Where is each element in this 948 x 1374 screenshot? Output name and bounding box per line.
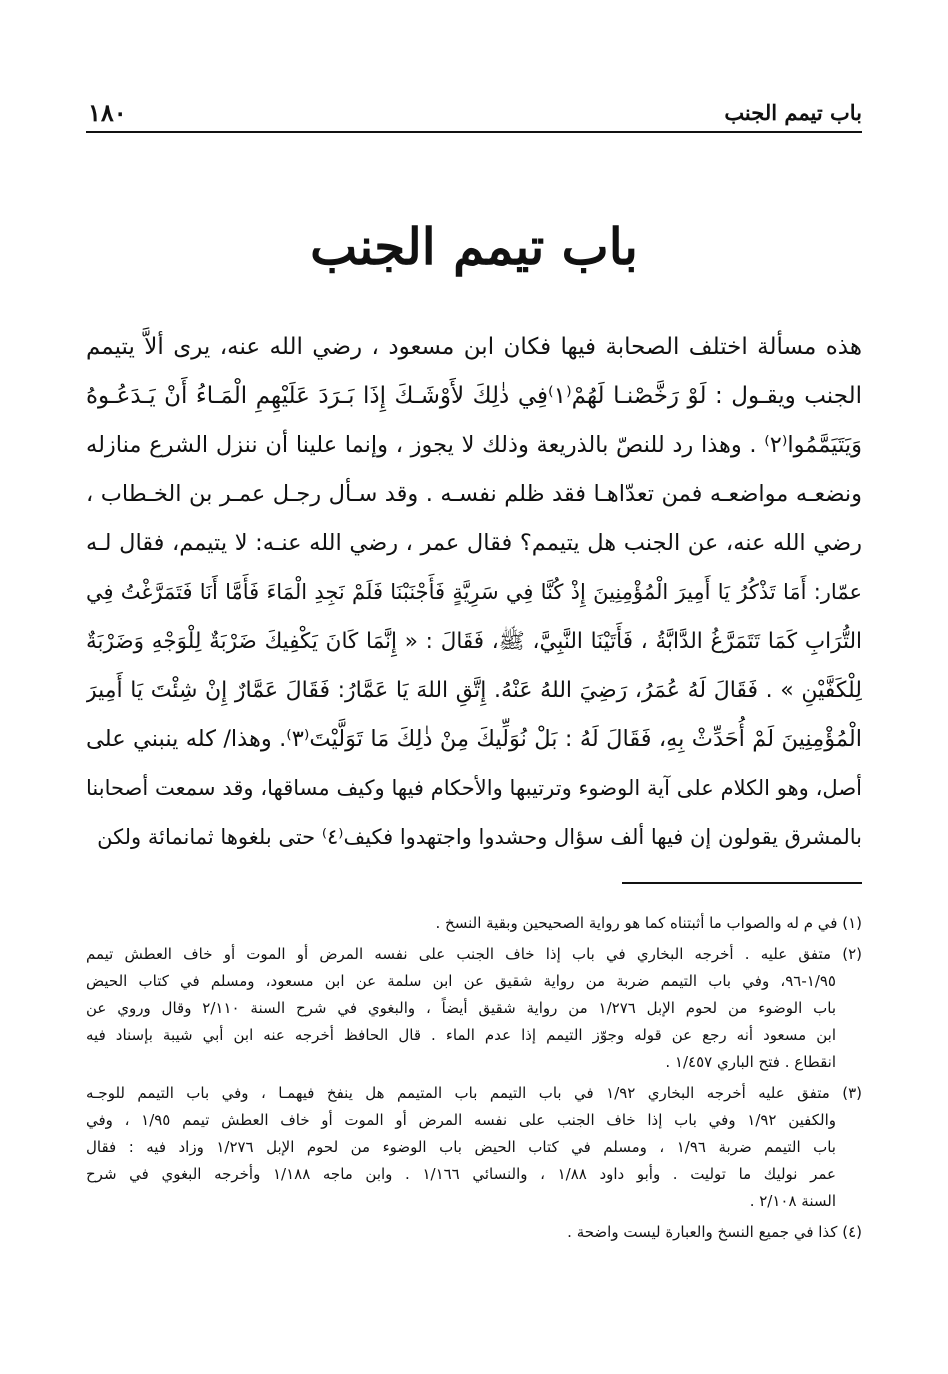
body-line: ونضعـه مواضعـه فمن تعدّاهـا فقد ظلم نفسـه . وقد سـأل رجـل عمـر بن الخـطاب ، bbox=[86, 481, 862, 507]
running-header-title: باب تيمم الجنب bbox=[724, 100, 862, 125]
footnote-3 bbox=[86, 1080, 862, 1215]
footnote-line: ابن مسعود أنه رجع عن قوله وجوّز التيمم إذا عدم الماء . قال الحافظ أخرجه عنه ابن أبي شيبة بإسناد فيه bbox=[86, 1026, 836, 1044]
footnote-line: (٤) كذا في جميع النسخ والعبارة ليست واضحة . bbox=[567, 1223, 862, 1241]
body-line: وَيَتَيَمَّمُوا⁽٢⁾ . وهذا رد للنصّ بالذريعة وذلك لا يجوز ، وإنما علينا أن ننزل الشرع منازله bbox=[86, 432, 862, 458]
chapter-title: باب تيمم الجنب bbox=[310, 217, 638, 276]
footnote-line: باب الوضوء من لحوم الإبل ١/٢٧٦ من رواية شقيق أيضاً ، والبغوي في شرح السنة ٢/١١٠ وقال وروي عن bbox=[86, 999, 836, 1017]
footnote-line: ١/٩٥-٩٦، وفي باب التيمم ضربة من رواية شقيق عن ابن سلمة عن ابن مسعود، ومسلم في كتاب الحيض bbox=[86, 972, 836, 990]
footnote-4 bbox=[86, 1219, 862, 1246]
footnote-separator bbox=[622, 882, 862, 884]
running-header bbox=[88, 100, 862, 130]
body-line: الْمُؤْمِنِينَ لَمْ أُحَدِّثْ بِهِ، فَقَالَ لَهُ : بَلْ نُوَلِّيكَ مِنْ ذٰلِكَ مَا تَوَلَّيْتَ⁽٣⁾. وهذا/ كله ينبني على bbox=[86, 726, 862, 752]
footnote-line: والكفين ١/٩٢ وفي باب إذا خاف الجنب على نفسه المرض أو الموت أو خاف العطش تيمم ١/٩٥ ، وفي bbox=[86, 1111, 836, 1129]
footnote-line: باب التيمم ضربة ١/٩٦ ، ومسلم في كتاب الحيض باب الوضوء من لحوم الإبل ١/٢٧٦ وزاد فيه : فقال bbox=[86, 1138, 836, 1156]
header-rule bbox=[86, 131, 862, 133]
body-line: أصل، وهو الكلام على آية الوضوء وترتيبها والأحكام فيها وكيف مساقها، وقد سمعت أصحابنا bbox=[86, 776, 862, 800]
footnote-line: (٢) متفق عليه . أخرجه البخاري في باب إذا خاف الجنب على نفسه المرض أو الموت أو خاف العطش تيمم bbox=[86, 945, 862, 963]
body-line: هذه مسألة اختلف الصحابة فيها فكان ابن مسعود ، رضي الله عنه، يرى ألاَّ يتيمم bbox=[86, 334, 862, 360]
footnote-line: انقطاع . فتح الباري ١/٤٥٧ . bbox=[665, 1053, 836, 1071]
body-line: الجنب ويقـول : لَوْ رَخَّصْنـا لَهُمْ⁽١⁾فِي ذٰلِكَ لأَوْشَـكَ إِذَا بَـرَدَ عَلَيْهِمِ الْمَـاءُ أَنْ يَـدَعُـوهُ bbox=[86, 383, 862, 409]
body-line: لِلْكَفَّيْنِ » . فَقَالَ لَهُ عُمَرُ، رَضِيَ اللهُ عَنْهُ. إِتَّقِ اللهَ يَا عَمَّارُ: فَقَالَ عَمَّارٌ إِنْ شِئْتَ يَا أَمِيرَ bbox=[86, 678, 862, 703]
page-number: ١٨٠ bbox=[88, 98, 127, 127]
body-line: عمّار: أَمَا تَذْكُرُ يَا أَمِيرَ الْمُؤْمِنِينَ إِذْ كُنَّا فِي سَرِيَّةٍ فَأَجْنَبْنَا فَلَمْ نَجِدِ الْمَاءَ فَأَمَّا أَنَا فَتَمَرَّغْتُ فِي bbox=[86, 580, 862, 604]
body-text bbox=[86, 323, 862, 862]
footnote-1 bbox=[86, 910, 862, 937]
footnote-line: (٣) متفق عليه أخرجه البخاري ١/٩٢ في باب التيمم باب المتيمم هل ينفخ فيهمـا ، وفي باب التيمم للوجـه bbox=[86, 1084, 862, 1102]
body-line: التُّرَابِ كَمَا تَتَمَرَّغُ الدَّابَّةُ ، فَأَتَيْنَا النَّبِيَّ، ﷺ، فَقَالَ : « إِنَّمَا كَانَ يَكْفِيكَ ضَرْبَةٌ لِلْوَجْهِ وَضَرْبَةٌ bbox=[86, 629, 862, 654]
footnotes bbox=[86, 910, 862, 1250]
body-line: رضي الله عنه، عن الجنب هل يتيمم؟ فقال عمر ، رضي الله عنـه: لا يتيمم، فقال لـه bbox=[86, 530, 862, 556]
footnote-line: عمر نوليك ما توليت . وأبو داود ١/٨٨ ، والنسائي ١/١٦٦ . وابن ماجه ١/١٨٨ وأخرجه البغوي في شرح bbox=[86, 1165, 836, 1183]
body-line: بالمشرق يقولون إن فيها ألف سؤال وحشدوا واجتهدوا فكيف⁽٤⁾ حتى بلغوها ثمانمائة ولكن bbox=[97, 825, 862, 849]
footnote-line: السنة ٢/١٠٨ . bbox=[749, 1192, 836, 1210]
footnote-2 bbox=[86, 941, 862, 1076]
footnote-line: (١) في م له والصواب ما أثبتناه كما هو رواية الصحيحين وبقية النسخ . bbox=[435, 914, 862, 932]
